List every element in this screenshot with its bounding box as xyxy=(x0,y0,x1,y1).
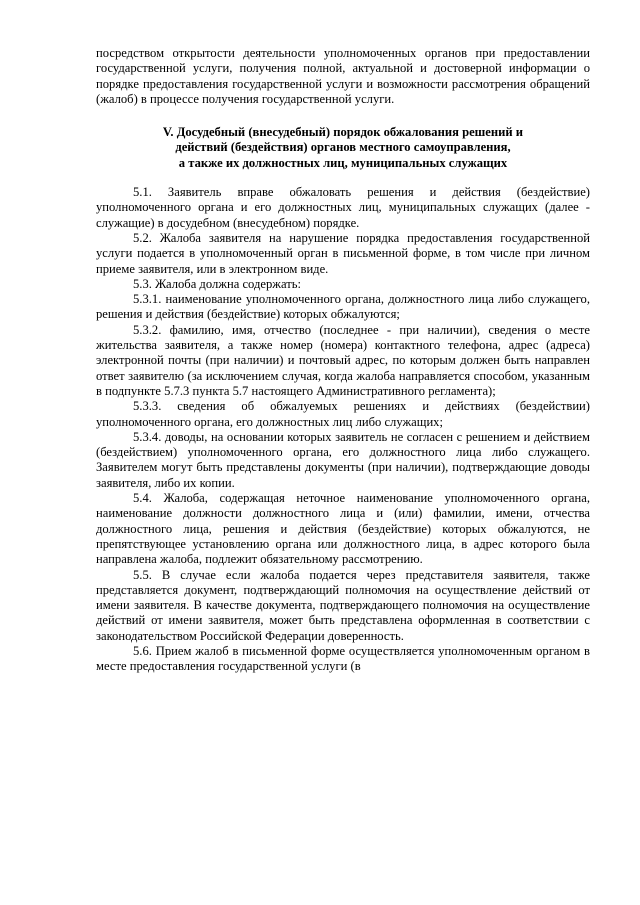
paragraph-5-5: 5.5. В случае если жалоба подается через представителя заявителя, также представляется документ, подтверждающий полномочия на осуществление действий от имени заявителя. В качестве документа, подтверждающего полномочия на осуществление действий от имени заявителя, может быть представлена оформленная в соответствии с законодательством Российской Федерации доверенность. xyxy=(96,567,590,643)
paragraph-5-3-3: 5.3.3. сведения об обжалуемых решениях и действиях (бездействии) уполномоченного органа, его должностных лиц либо служащих; xyxy=(96,399,590,429)
section-heading-line: действий (бездействия) органов местного самоуправления, xyxy=(175,140,511,155)
section-heading-line: а также их должностных лиц, муниципальных служащих xyxy=(178,155,508,170)
paragraph-5-3-1: 5.3.1. наименование уполномоченного органа, должностного лица либо служащего, решения и действия (бездействие) которых обжалуются; xyxy=(96,292,590,322)
section-heading xyxy=(96,125,590,171)
paragraph-5-4: 5.4. Жалоба, содержащая неточное наименование уполномоченного органа, наименование должности должностного лица и (или) фамилии, имени, отчества должностного лица, решения и действия (бездействие) которых обжалуются, не препятствующее установлению органа или должностного лица, в адрес которого была направлена жалоба, подлежит обязательному рассмотрению. xyxy=(96,491,590,567)
paragraph-5-3-4: 5.3.4. доводы, на основании которых заявитель не согласен с решением и действием (бездействием) уполномоченного органа, его должностного лица либо служащего. Заявителем могут быть представлены документы (при наличии), подтверждающие доводы заявителя, либо их копии. xyxy=(96,429,590,490)
section-heading-line: V. Досудебный (внесудебный) порядок обжалования решений и xyxy=(162,125,524,140)
paragraph-5-2: 5.2. Жалоба заявителя на нарушение порядка предоставления государственной услуги подается в уполномоченный орган в письменной форме, в том числе при личном приеме заявителя, или в электронном виде. xyxy=(96,230,590,276)
paragraph-5-3: 5.3. Жалоба должна содержать: xyxy=(133,276,301,291)
paragraph-5-3-2: 5.3.2. фамилию, имя, отчество (последнее - при наличии), сведения о месте жительства заявителя, а также номер (номера) контактного телефона, адрес (адреса) электронной почты (при наличии) и почтовый адрес, по которым должен быть направлен ответ заявителю (за исключением случая, когда жалоба направляется способом, указанным в подпункте 5.7.3 пункта 5.7 настоящего Административного регламента); xyxy=(96,322,590,398)
intro-paragraph: посредством открытости деятельности уполномоченных органов при предоставлении государственной услуги, получения полной, актуальной и достоверной информации о порядке предоставления государственной услуги и возможности рассмотрения обращений (жалоб) в процессе получения государственной услуги. xyxy=(96,46,590,106)
paragraph-5-6: 5.6. Прием жалоб в письменной форме осуществляется уполномоченным органом в месте предоставления государственной услуги (в xyxy=(96,643,590,674)
document-body xyxy=(96,46,590,675)
paragraph-5-1: 5.1. Заявитель вправе обжаловать решения и действия (бездействие) уполномоченного органа и его должностных лиц, муниципальных служащих (далее - служащие) в досудебном (внесудебном) порядке. xyxy=(96,185,590,230)
